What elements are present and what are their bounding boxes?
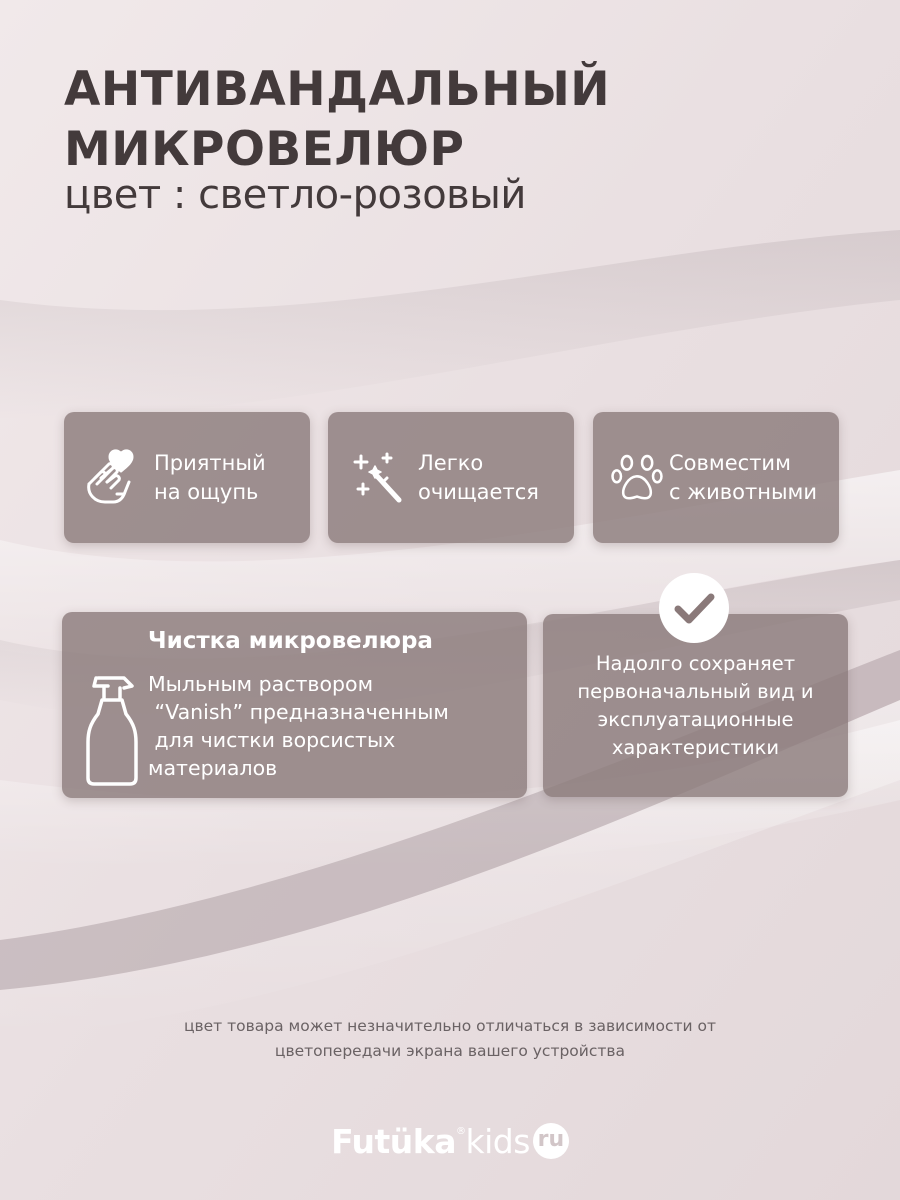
cleaning-line: для чистки ворсистых — [148, 728, 396, 752]
hand-heart-icon — [80, 443, 150, 513]
cleaning-line: материалов — [148, 756, 278, 780]
feature-label — [154, 449, 266, 507]
feature-card-pets — [593, 412, 839, 543]
title-line-2: МИКРОВЕЛЮР — [64, 122, 465, 177]
logo-ru-badge: ru — [533, 1123, 569, 1159]
checkmark-icon — [658, 572, 730, 644]
title-line-1: АНТИВАНДАЛЬНЫЙ — [64, 62, 611, 117]
page-title — [64, 60, 610, 180]
disclaimer-line: цвет товара может незначительно отличаться в зависимости от — [183, 1017, 717, 1035]
durability-text — [543, 650, 848, 762]
durability-line: первоначальный вид и — [577, 680, 814, 703]
feature-line: на ощупь — [154, 479, 259, 504]
feature-label — [418, 449, 539, 507]
paw-icon — [609, 443, 665, 513]
cleaning-card — [62, 612, 527, 798]
feature-line: Приятный — [154, 450, 266, 475]
logo-registered-mark: ® — [455, 1126, 466, 1137]
feature-card-easy-clean — [328, 412, 574, 543]
durability-line: характеристики — [611, 736, 780, 759]
disclaimer-line: цветопередачи экрана вашего устройства — [274, 1042, 626, 1060]
feature-line: с животными — [669, 479, 818, 504]
cleaning-line: “Vanish” предназначенным — [148, 700, 449, 724]
feature-label — [669, 449, 817, 507]
durability-line: Надолго сохраняет — [595, 652, 796, 675]
cleaning-text — [148, 670, 449, 782]
color-subtitle: цвет : светло-розовый — [64, 172, 526, 218]
brand-logo — [0, 1122, 900, 1162]
feature-line: Легко — [418, 450, 484, 475]
spray-bottle-icon — [84, 672, 140, 788]
color-disclaimer — [0, 1014, 900, 1064]
cleaning-line: Мыльным раствором — [148, 672, 374, 696]
magic-wand-icon — [344, 443, 414, 513]
cleaning-title: Чистка микровелюра — [148, 628, 433, 654]
logo-brand: Futüka — [331, 1122, 456, 1161]
feature-card-soft — [64, 412, 310, 543]
durability-line: эксплуатационные — [597, 708, 794, 731]
feature-line: Совместим — [669, 450, 791, 475]
feature-line: очищается — [418, 479, 539, 504]
logo-kids: kids — [465, 1122, 530, 1161]
